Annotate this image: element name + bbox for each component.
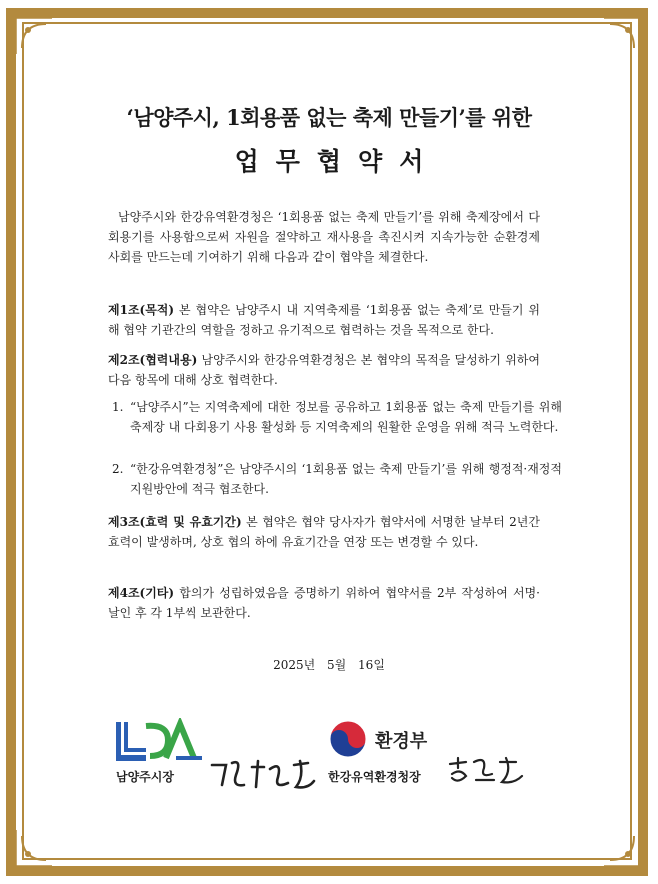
- document-subtitle: 업무협약서: [234, 147, 441, 176]
- list-item: [108, 397, 562, 437]
- intro-paragraph: 남양주시와 한강유역환경청은 ‘1회용품 없는 축제 만들기’를 위해 축제장에서 다회용기를 사용함으로써 자원을 절약하고 재사용을 촉진시켜 지속가능한 순환경제사회를 만드는데 기여하기 위해 다음과 같이 협약을 체결한다.: [108, 210, 540, 264]
- ministry-logo-text: 환경부: [375, 731, 428, 752]
- article-4: [108, 583, 540, 623]
- list-item-text: “한강유역환경청”은 남양주시의 ‘1회용품 없는 축제 만들기’를 위해 행정적·재정적 지원방안에 적극 협조한다.: [130, 462, 562, 496]
- article-3-text: 본 협약은 협약 당사자가 협약서에 서명한 날부터 2년간 효력이 발생하며, 상호 협의 하에 유효기간을 연장 또는 변경할 수 있다.: [108, 515, 540, 549]
- article-3: [108, 512, 540, 552]
- agreement-date: 2025년 5월 16일: [273, 658, 385, 672]
- article-1: [108, 300, 540, 340]
- article-1-title: 제1조(목적): [108, 303, 175, 317]
- list-item: [108, 459, 562, 499]
- article-2: [108, 350, 540, 390]
- corner-ornament-icon: [2, 816, 66, 880]
- corner-ornament-icon: [2, 4, 66, 68]
- article-4-title: 제4조(기타): [108, 586, 175, 600]
- document-title: ‘남양주시, 1회용품 없는 축제 만들기’를 위한: [126, 105, 532, 130]
- list-item-number: 1.: [112, 400, 124, 414]
- corner-ornament-icon: [590, 816, 654, 880]
- list-item-text: “남양주시”는 지역축제에 대한 정보를 공유하고 1회용품 없는 축제 만들기를 위해 축제장 내 다회용기 사용 활성화 등 지역축제의 원활한 운영을 위해 적극 노력한다.: [130, 400, 562, 434]
- ministry-of-environment-logo: [328, 719, 448, 761]
- article-1-text: 본 협약은 남양주시 내 지역축제를 ‘1회용품 없는 축제’로 만들기 위해 협약 기관간의 역할을 정하고 유기적으로 협력하는 것을 목적으로 한다.: [108, 303, 540, 337]
- namyangju-logo-icon: [116, 718, 204, 762]
- signature-namyangju-icon: [208, 755, 318, 793]
- signer-title-namyangju: 남양주시장: [116, 770, 174, 784]
- corner-ornament-icon: [590, 4, 654, 68]
- article-3-title: 제3조(효력 및 유효기간): [108, 515, 242, 529]
- signer-title-hangang: 한강유역환경청장: [328, 770, 421, 784]
- article-4-text: 합의가 성립하였음을 증명하기 위하여 협약서를 2부 작성하여 서명·날인 후 각 1부씩 보관한다.: [108, 586, 540, 620]
- article-2-title: 제2조(협력내용): [108, 353, 198, 367]
- signature-hangang-icon: [446, 752, 526, 788]
- list-item-number: 2.: [112, 462, 124, 476]
- taegeuk-icon: [328, 719, 368, 759]
- article-2-text: 남양주시와 한강유역환경청은 본 협약의 목적을 달성하기 위하여 다음 항목에 대해 상호 협력한다.: [108, 353, 540, 387]
